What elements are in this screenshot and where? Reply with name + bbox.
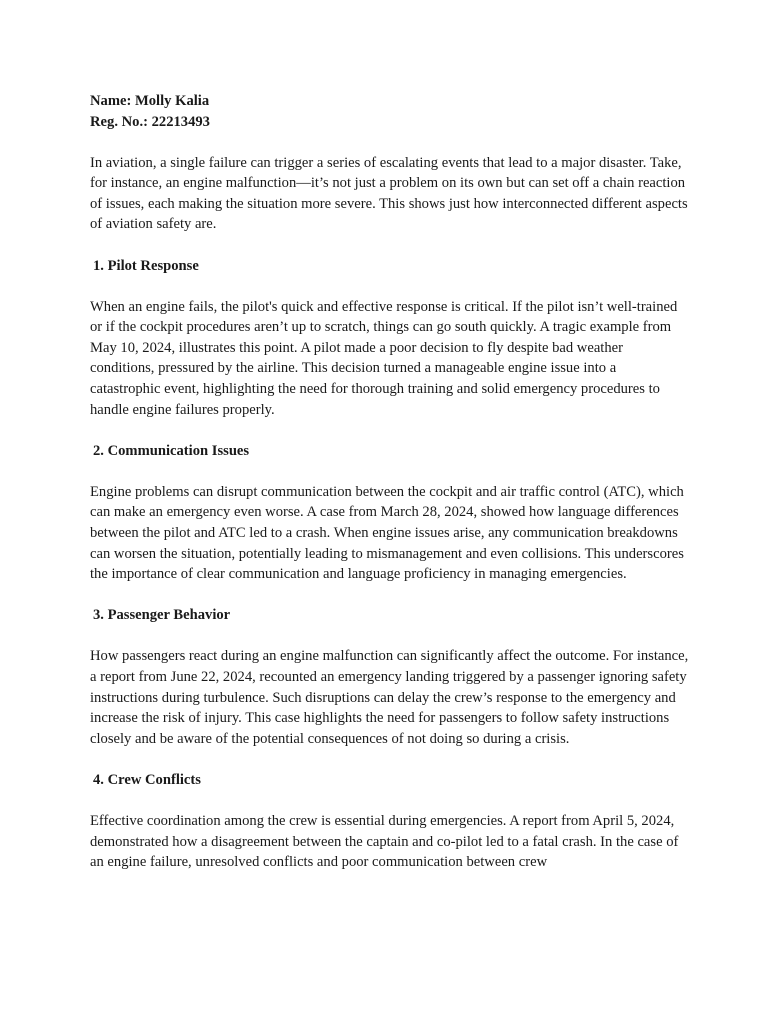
spacer — [90, 585, 690, 606]
registration-number: Reg. No.: 22213493 — [90, 113, 210, 130]
student-name: Name: Molly Kalia — [90, 93, 210, 109]
section-body-pilot-response: When an engine fails, the pilot's quick and effective response is critical. If the pilot isn’t well-trained or if the cockpit procedures aren’t up to scratch, things can go south quickly. A tragic example from May 10, 2024, illustrates this point. A pilot made a poor decision to fly despite bad weather conditions, pressured by the airline. This decision turned a manageable engine issue into a catastrophic event, highlighting the need for thorough training and solid emergency procedures to handle engine failures properly. — [90, 298, 678, 418]
spacer — [90, 235, 690, 256]
section-body-passenger-behavior: How passengers react during an engine malfunction can significantly affect the outcome. For instance, a report from June 22, 2024, recounted an emergency landing triggered by a passenger ignoring safety instructions during turbulence. Such disruptions can delay the crew’s response to the emergency and increase the risk of injury. This case highlights the need for passengers to follow safety instructions closely and be aware of the potential consequences of not doing so during a crisis. — [90, 648, 689, 747]
spacer — [90, 420, 690, 441]
spacer — [90, 132, 690, 153]
section-body-crew-conflicts: Effective coordination among the crew is essential during emergencies. A report from April 5, 2024, demonstrated how a disagreement between the captain and co-pilot led to a fatal crash. In the case of an engine failure, unresolved conflicts and poor communication between crew — [90, 812, 679, 871]
intro-paragraph: In aviation, a single failure can trigger a series of escalating events that lead to a major disaster. Take, for instance, an engine malfunction—it’s not just a problem on its own but can set off a chain reaction of issues, each making the situation more severe. This shows just how interconnected different aspects of aviation safety are. — [90, 154, 688, 233]
spacer — [90, 626, 690, 647]
section-heading-crew-conflicts: 4. Crew Conflicts — [93, 771, 201, 788]
section-heading-communication-issues: 2. Communication Issues — [93, 442, 250, 459]
section-body-communication-issues: Engine problems can disrupt communication between the cockpit and air traffic control (ATC), which can make an emergency even worse. A case from March 28, 2024, showed how language differences between the pilot and ATC led to a crash. When engine issues arise, any communication breakdowns can worsen the situation, potentially leading to mismanagement and even collisions. This underscores the importance of clear communication and language proficiency in managing emergencies. — [90, 483, 684, 583]
spacer — [90, 276, 690, 297]
spacer — [90, 461, 690, 482]
spacer — [90, 749, 690, 770]
section-heading-passenger-behavior: 3. Passenger Behavior — [93, 607, 231, 624]
section-heading-pilot-response: 1. Pilot Response — [93, 257, 199, 274]
spacer — [90, 790, 690, 811]
document-page — [90, 91, 690, 873]
